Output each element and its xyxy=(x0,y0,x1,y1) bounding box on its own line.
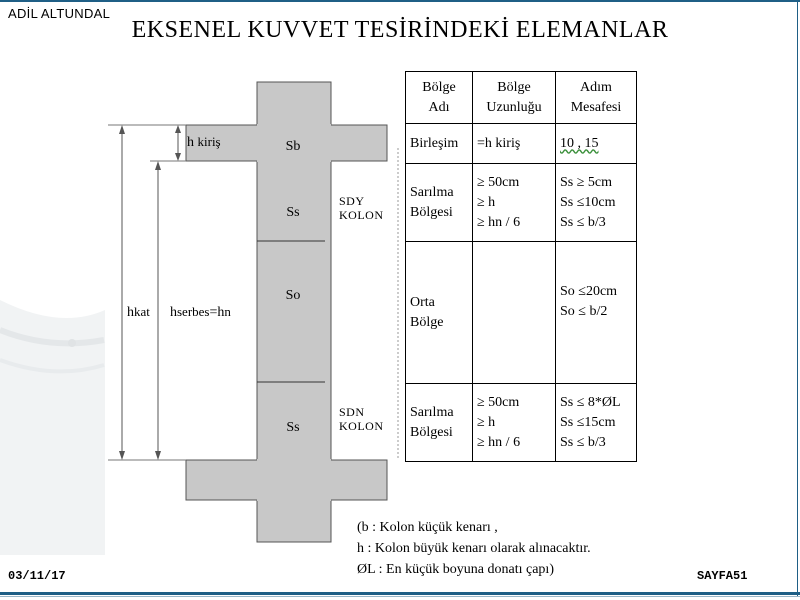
row-orta-step: So ≤20cm So ≤ b/2 xyxy=(556,242,637,384)
row-birlesim-step: 10 , 15 xyxy=(556,124,637,164)
zone-ss-bottom-label: Ss xyxy=(286,420,300,435)
row-orta-name: Orta Bölge xyxy=(406,242,473,384)
row-sarilma-top-name: Sarılma Bölgesi xyxy=(406,164,473,242)
row-birlesim-name: Birleşim xyxy=(406,124,473,164)
page-title: EKSENEL KUVVET TESİRİNDEKİ ELEMANLAR xyxy=(131,17,669,43)
zone-so-label: So xyxy=(285,288,301,303)
table-header-row xyxy=(406,72,637,124)
sdy-kolon-label: SDY KOLON xyxy=(339,194,384,222)
header-adim-mesafesi: Adım Mesafesi xyxy=(556,72,637,124)
table-row xyxy=(406,124,637,164)
footer-date: 03/11/17 xyxy=(8,569,66,583)
table-row xyxy=(406,242,637,384)
top-border xyxy=(0,0,800,2)
bottom-border xyxy=(0,592,800,595)
row-sarilma-bottom-step: Ss ≤ 8*ØL Ss ≤15cm Ss ≤ b/3 xyxy=(556,384,637,462)
bottom-border-secondary xyxy=(0,596,800,597)
h-kiris-label: h kiriş xyxy=(187,134,221,150)
note-line: (b : Kolon küçük kenarı , xyxy=(357,520,498,535)
note-line: h : Kolon büyük kenarı olarak alınacaktır. xyxy=(357,541,591,556)
note-line: ØL : En küçük boyuna donatı çapı) xyxy=(357,562,554,577)
footer-page-number: SAYFA51 xyxy=(697,569,748,583)
table-row xyxy=(406,384,637,462)
column-beam-diagram xyxy=(100,78,400,578)
confinement-table xyxy=(405,71,637,462)
row-sarilma-bottom-length: ≥ 50cm ≥ h ≥ hn / 6 xyxy=(473,384,556,462)
decorative-swoosh xyxy=(0,270,110,555)
row-sarilma-top-step: Ss ≥ 5cm Ss ≤10cm Ss ≤ b/3 xyxy=(556,164,637,242)
header-bolge-uzunlugu: Bölge Uzunluğu xyxy=(473,72,556,124)
lower-joint xyxy=(257,459,331,501)
row-orta-length xyxy=(473,242,556,384)
sdn-kolon-label: SDN KOLON xyxy=(339,405,384,433)
right-border xyxy=(797,0,798,596)
zone-ss-top-label: Ss xyxy=(286,205,300,220)
row-sarilma-top-length: ≥ 50cm ≥ h ≥ hn / 6 xyxy=(473,164,556,242)
zone-sb-label: Sb xyxy=(285,139,301,154)
row-sarilma-bottom-name: Sarılma Bölgesi xyxy=(406,384,473,462)
notes-block xyxy=(357,517,591,580)
row-birlesim-length: =h kiriş xyxy=(473,124,556,164)
author-name: ADİL ALTUNDAL xyxy=(8,6,111,21)
h-serbest-label: hserbes=hn xyxy=(170,304,231,320)
h-kat-label: hkat xyxy=(127,304,150,320)
header-bolge-adi: Bölge Adı xyxy=(406,72,473,124)
table-row xyxy=(406,164,637,242)
